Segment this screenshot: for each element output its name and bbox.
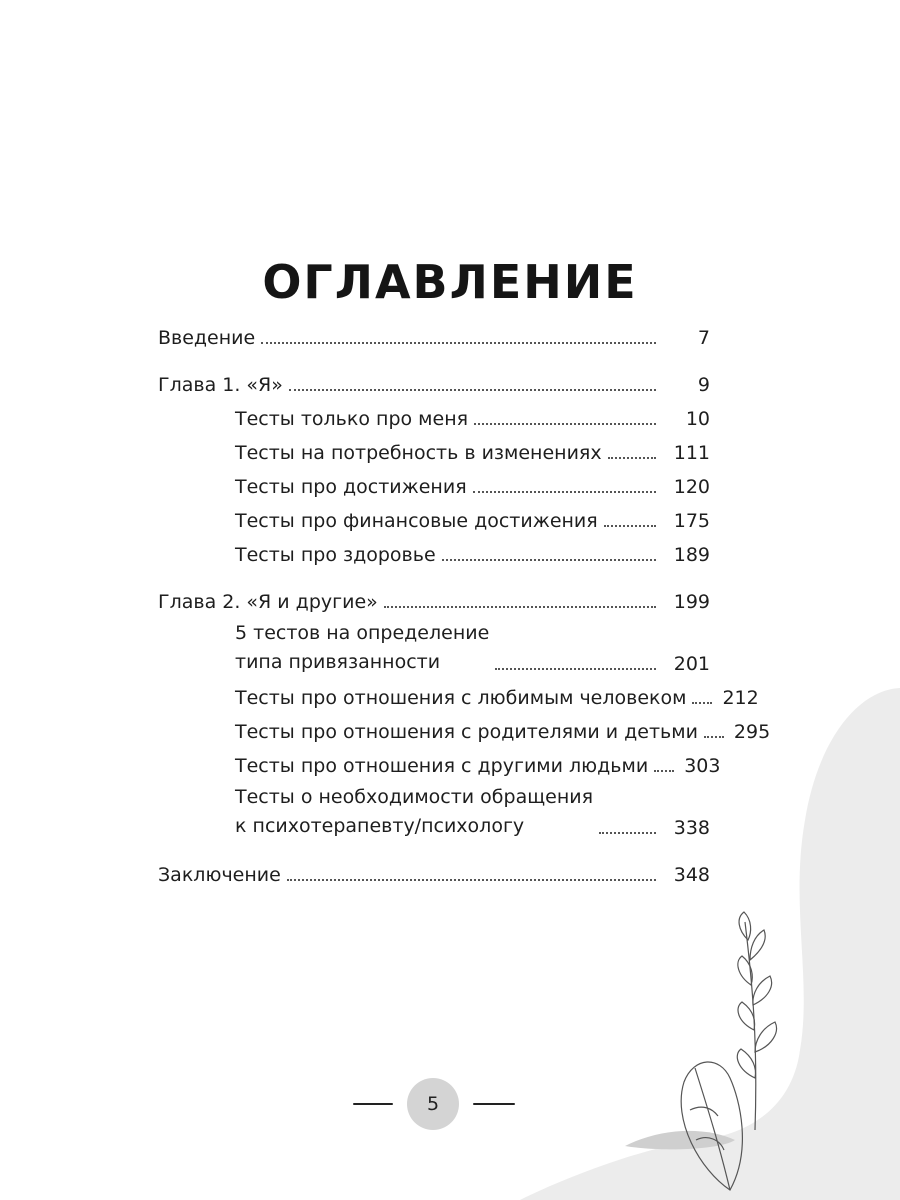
toc-entry-label: Тесты про отношения с любимым человеком xyxy=(235,687,687,709)
toc-entry-label: Тесты только про меня xyxy=(235,408,469,430)
toc-entry-page: 348 xyxy=(673,864,710,886)
dot-leader xyxy=(442,559,656,561)
toc-entry-page: 338 xyxy=(673,817,710,839)
toc-entry[interactable] xyxy=(158,677,759,711)
toc-entry-label xyxy=(235,619,489,677)
toc-entry-chapter-2[interactable] xyxy=(158,581,710,615)
toc-entry-page: 212 xyxy=(722,687,759,709)
page-number-line-left xyxy=(353,1103,393,1105)
toc-entry-label: Тесты про здоровье xyxy=(235,544,436,566)
dot-leader xyxy=(474,423,656,425)
toc-entry-page: 189 xyxy=(673,544,710,566)
toc-entry-label-line-1: Тесты о необходимости обращения xyxy=(235,786,594,808)
toc-entry[interactable] xyxy=(158,534,710,568)
toc-entry-label-line-2: к психотерапевту/психологу xyxy=(235,815,525,837)
toc-entry[interactable] xyxy=(158,779,710,841)
toc-entry-page: 199 xyxy=(673,591,710,613)
toc-entry-page: 9 xyxy=(697,374,710,396)
dot-leader xyxy=(608,457,656,459)
dot-leader xyxy=(495,668,656,670)
toc-entry-label: Глава 2. «Я и другие» xyxy=(158,591,378,613)
toc-entry-label: Тесты про достижения xyxy=(235,476,467,498)
toc-entry[interactable] xyxy=(158,711,771,745)
dot-leader xyxy=(599,832,656,834)
toc-entry-label: Заключение xyxy=(158,864,281,886)
toc-entry[interactable] xyxy=(158,398,710,432)
toc-entry-label-line-1: 5 тестов на определение xyxy=(235,622,490,644)
toc-entry-label: Тесты про отношения с другими людьми xyxy=(235,755,649,777)
toc-entry-page: 295 xyxy=(733,721,771,743)
toc-entry-label-line-2: типа привязанности xyxy=(235,651,441,673)
toc-entry-label: Тесты на потребность в изменениях xyxy=(235,442,602,464)
dot-leader xyxy=(604,525,656,527)
toc-entry-page: 175 xyxy=(673,510,710,532)
toc-entry[interactable] xyxy=(158,432,710,466)
toc-entry[interactable] xyxy=(158,500,710,534)
table-of-contents xyxy=(158,317,771,888)
dot-leader xyxy=(289,389,656,391)
dot-leader xyxy=(384,606,656,608)
toc-entry-page: 303 xyxy=(684,755,721,777)
dot-leader xyxy=(261,342,656,344)
toc-entry-label: Тесты про финансовые достижения xyxy=(235,510,598,532)
page-number: 5 xyxy=(407,1078,459,1130)
toc-entry-label: Тесты про отношения с родителями и детьми xyxy=(235,721,698,743)
toc-entry[interactable] xyxy=(158,466,710,500)
page-title: ОГЛАВЛЕНИЕ xyxy=(262,255,638,309)
toc-entry-page: 111 xyxy=(673,442,710,464)
toc-entry[interactable] xyxy=(158,615,710,677)
toc-entry-page: 7 xyxy=(697,327,710,349)
leaf-branch-icon xyxy=(737,912,776,1130)
page-number-line-right xyxy=(473,1103,515,1105)
toc-entry-chapter-1[interactable] xyxy=(158,364,710,398)
toc-entry-label: Введение xyxy=(158,327,256,349)
toc-entry-page: 120 xyxy=(673,476,710,498)
dot-leader xyxy=(654,770,674,772)
toc-entry-page: 201 xyxy=(673,653,710,675)
toc-entry-introduction[interactable] xyxy=(158,317,710,351)
dot-leader xyxy=(287,879,656,881)
dot-leader xyxy=(473,491,656,493)
toc-entry-label xyxy=(235,783,593,841)
dot-leader xyxy=(704,736,724,738)
toc-entry-page: 10 xyxy=(685,408,710,430)
toc-entry-conclusion[interactable] xyxy=(158,854,710,888)
toc-entry[interactable] xyxy=(158,745,721,779)
toc-entry-label: Глава 1. «Я» xyxy=(158,374,283,396)
dot-leader xyxy=(692,702,712,704)
